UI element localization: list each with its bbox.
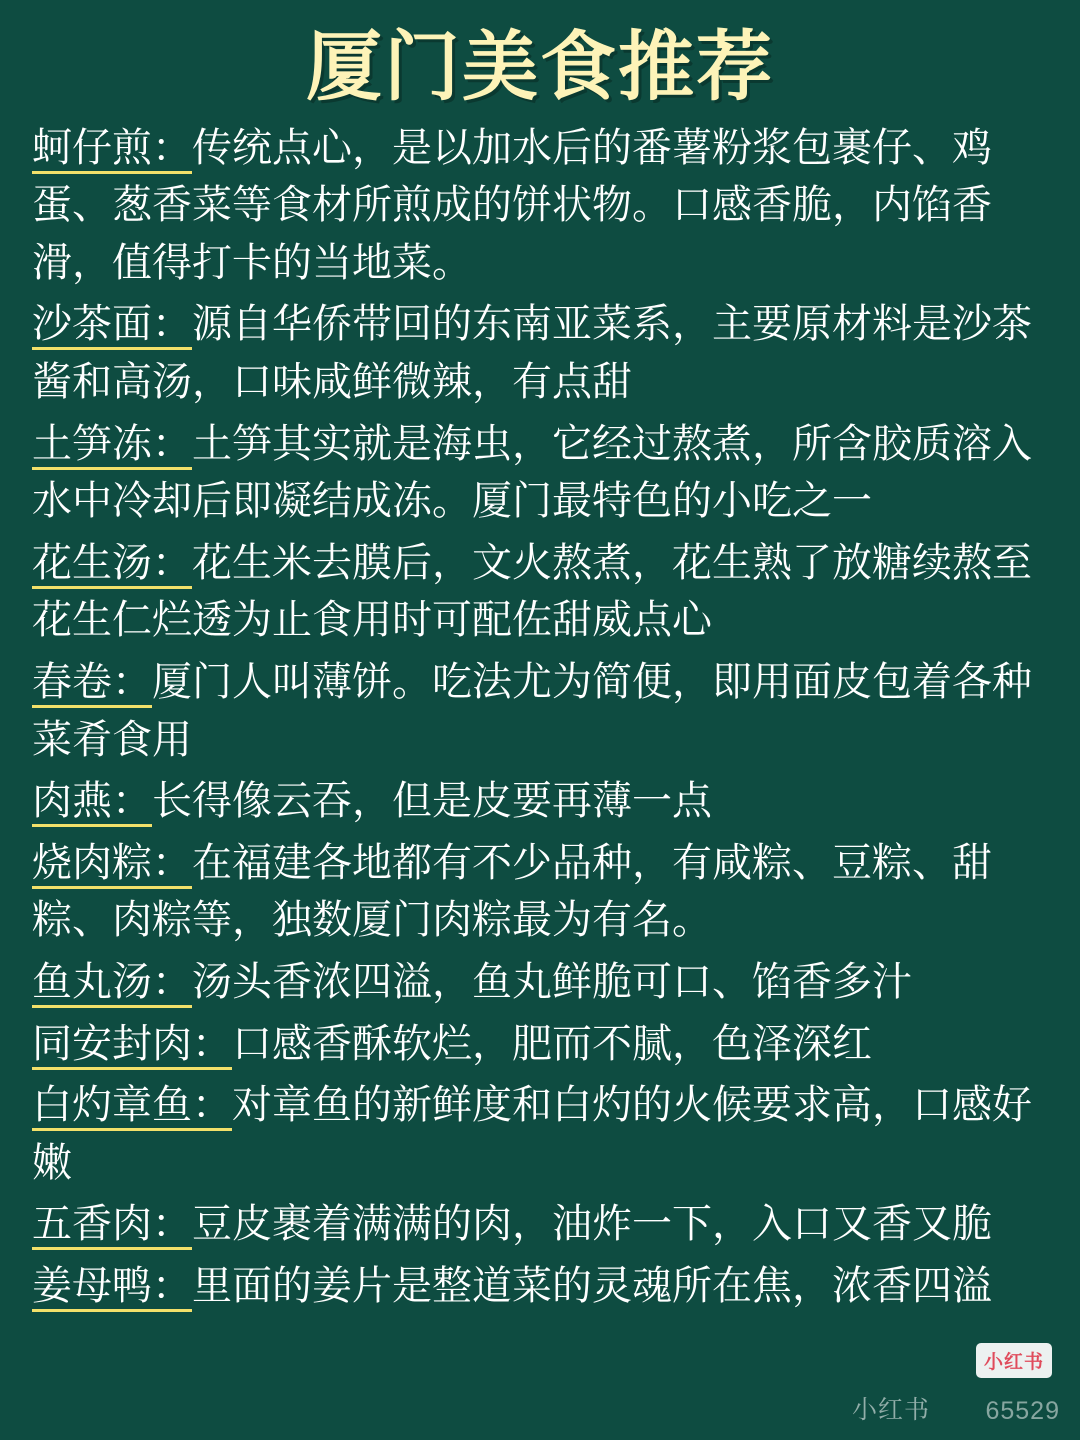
list-item: [32, 535, 1048, 650]
list-item: [32, 1196, 1048, 1254]
list-item: [32, 416, 1048, 531]
food-list: [28, 120, 1052, 1316]
food-name: 蚵仔煎：: [32, 126, 192, 174]
list-item: [32, 120, 1048, 293]
food-description: 土笋其实就是海虫，它经过熬煮，所含胶质溶入水中冷却后即凝结成冻。厦门最特色的小吃之一: [32, 421, 1032, 524]
watermark-label: 小红书: [851, 1396, 930, 1424]
food-description: 在福建各地都有不少品种，有咸粽、豆粽、甜粽、肉粽等，独数厦门肉粽最为有名。: [32, 840, 992, 943]
list-item: [32, 1258, 1048, 1316]
food-description: 里面的姜片是整道菜的灵魂所在焦，浓香四溢: [192, 1263, 992, 1308]
list-item: [32, 1016, 1048, 1074]
food-name: 沙茶面：: [32, 302, 192, 350]
page-title: 厦门美食推荐: [306, 25, 774, 110]
food-description: 厦门人叫薄饼。吃法尤为简便，即用面皮包着各种菜肴食用: [32, 659, 1032, 762]
food-name: 姜母鸭：: [32, 1264, 192, 1312]
list-item: [32, 296, 1048, 411]
food-name: 同安封肉：: [32, 1022, 232, 1070]
food-description: 传统点心，是以加水后的番薯粉浆包裹仔、鸡蛋、葱香菜等食材所煎成的饼状物。口感香脆，内馅香滑，值得打卡的当地菜。: [32, 125, 992, 285]
list-item: [32, 654, 1048, 769]
food-name: 肉燕：: [32, 779, 152, 827]
list-item: [32, 773, 1048, 831]
food-name: 白灼章鱼：: [32, 1083, 232, 1131]
food-description: 豆皮裹着满满的肉，油炸一下，入口又香又脆: [192, 1202, 992, 1247]
food-name: 土笋冻：: [32, 422, 192, 470]
food-description: 口感香酥软烂，肥而不腻，色泽深红: [232, 1021, 872, 1066]
food-description: 源自华侨带回的东南亚菜系，主要原材料是沙茶酱和高汤，口味咸鲜微辣，有点甜: [32, 302, 1032, 404]
food-description: 对章鱼的新鲜度和白灼的火候要求高，口感好嫩: [32, 1083, 1032, 1185]
food-description: 花生米去膜后，文火熬煮，花生熟了放糖续熬至花生仁烂透为止食用时可配佐甜威点心: [32, 540, 1032, 643]
food-name: 五香肉：: [32, 1202, 192, 1250]
food-name: 鱼丸汤：: [32, 960, 192, 1008]
list-item: [32, 954, 1048, 1012]
food-name: 花生汤：: [32, 541, 192, 589]
food-description: 长得像云吞，但是皮要再薄一点: [152, 779, 712, 824]
food-name: 烧肉粽：: [32, 841, 192, 889]
food-description: 汤头香浓四溢，鱼丸鲜脆可口、馅香多汁: [192, 959, 912, 1004]
food-name: 春卷：: [32, 660, 152, 708]
xiaohongshu-logo: 小红书: [976, 1343, 1052, 1378]
watermark-user-id: 65529: [985, 1397, 1060, 1425]
list-item: [32, 835, 1048, 950]
list-item: [32, 1077, 1048, 1192]
